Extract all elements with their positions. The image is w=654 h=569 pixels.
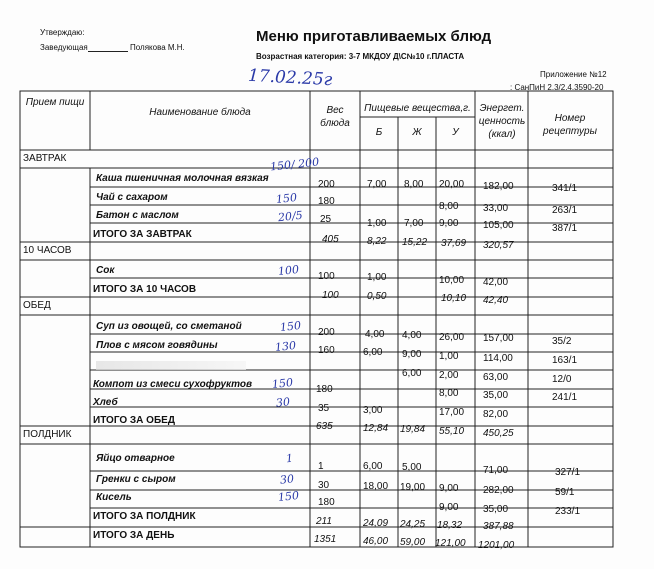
dish-u: 1,00 <box>439 351 459 362</box>
header-energy: Энергет. ценность (ккал) <box>478 103 526 140</box>
dish-u: 26,00 <box>439 332 465 343</box>
dish-name: Хлеб <box>93 397 118 408</box>
dish-weight: 180 <box>318 196 335 207</box>
dish-weight: 200 <box>318 327 335 338</box>
dish-kcal: 33,00 <box>483 203 509 214</box>
dish-u: 20,00 <box>439 179 465 190</box>
total-kcal: 387,88 <box>483 521 514 532</box>
section-ten: 10 ЧАСОВ <box>23 245 72 256</box>
obscured-dish-name <box>96 361 246 370</box>
handwritten-date: 17.02.25г <box>247 65 333 91</box>
total-label: ИТОГО ЗА ОБЕД <box>93 415 175 426</box>
header-recipe: Номер рецептуры <box>543 113 597 137</box>
dish-weight: 30 <box>318 480 330 491</box>
total-label: ИТОГО ЗА 10 ЧАСОВ <box>93 284 197 295</box>
total-zh: 24,25 <box>400 519 426 530</box>
dish-weight: 100 <box>318 271 335 282</box>
dish-u: 8,00 <box>439 201 459 212</box>
day-total-weight: 1351 <box>314 534 337 545</box>
dish-name: Каша пшеничная молочная вязкая <box>96 173 269 184</box>
dish-u: 9,00 <box>439 502 459 513</box>
handwritten-portion: 1 <box>285 451 294 466</box>
dish-recipe: 341/1 <box>552 183 578 194</box>
total-kcal: 320,57 <box>483 240 514 251</box>
header-dish: Наименование блюда <box>149 107 251 118</box>
total-u: 37,69 <box>441 238 467 249</box>
dish-weight: 180 <box>318 497 335 508</box>
page-title: Меню приготавливаемых блюд <box>256 28 492 45</box>
header-u: У <box>452 127 459 138</box>
dish-name: Компот из смеси сухофруктов <box>93 379 253 390</box>
dish-kcal: 105,00 <box>483 220 514 231</box>
approval-label: Утверждаю: <box>40 28 85 37</box>
dish-recipe: 263/1 <box>552 205 578 216</box>
total-u: 18,32 <box>437 520 463 531</box>
dish-zh: 4,00 <box>402 330 422 341</box>
dish-zh: 7,00 <box>404 218 424 229</box>
dish-b: 1,00 <box>367 272 387 283</box>
total-kcal: 450,25 <box>483 428 514 439</box>
dish-zh: 19,00 <box>400 482 426 493</box>
dish-u: 17,00 <box>439 407 465 418</box>
dish-recipe: 59/1 <box>555 487 575 498</box>
header-meal: Прием пищи <box>25 97 85 108</box>
dish-b: 6,00 <box>363 347 383 358</box>
dish-name: Плов с мясом говядины <box>96 340 218 351</box>
handwritten-portion: 20/5 <box>277 208 304 225</box>
head-name: Полякова М.Н. <box>130 43 185 52</box>
dish-kcal: 71,00 <box>483 465 509 476</box>
section-snack: ПОЛДНИК <box>23 429 72 440</box>
handwritten-portion: 100 <box>277 262 300 279</box>
dish-weight: 1 <box>318 461 324 472</box>
dish-name: Гренки с сыром <box>96 474 176 485</box>
dish-recipe: 327/1 <box>555 467 581 478</box>
dish-name: Сок <box>96 265 115 276</box>
total-zh: 19,84 <box>400 424 426 435</box>
dish-zh: 8,00 <box>404 179 424 190</box>
section-breakfast: ЗАВТРАК <box>23 153 67 164</box>
day-total-b: 46,00 <box>363 536 389 547</box>
sanpin-label: : СанПиН 2.3/2.4.3590-20 <box>510 83 604 92</box>
dish-b: 7,00 <box>367 179 387 190</box>
dish-u: 8,00 <box>439 388 459 399</box>
day-total-zh: 59,00 <box>400 537 426 548</box>
dish-kcal: 182,00 <box>483 181 514 192</box>
dish-recipe: 233/1 <box>555 506 581 517</box>
dish-recipe: 387/1 <box>552 223 578 234</box>
handwritten-portion: 150 <box>279 318 302 335</box>
total-weight: 635 <box>316 421 333 432</box>
dish-u: 9,00 <box>439 483 459 494</box>
dish-u: 9,00 <box>439 218 459 229</box>
total-label: ИТОГО ЗА ЗАВТРАК <box>93 229 192 240</box>
dish-kcal: 114,00 <box>483 353 513 364</box>
head-position: Заведующая <box>40 43 88 52</box>
total-kcal: 42,40 <box>483 295 509 306</box>
dish-zh: 6,00 <box>402 368 422 379</box>
total-weight: 100 <box>322 290 339 301</box>
handwritten-portion: 30 <box>279 472 295 487</box>
header-nutrients: Пищевые вещества,г. <box>364 103 471 114</box>
dish-weight: 160 <box>318 345 335 356</box>
section-lunch: ОБЕД <box>23 300 51 311</box>
header-b: Б <box>375 127 383 138</box>
dish-b: 6,00 <box>363 461 383 472</box>
dish-b: 18,00 <box>363 481 389 492</box>
handwritten-portion: 150/ 200 <box>269 155 320 174</box>
dish-name: Суп из овощей, со сметаной <box>96 321 242 332</box>
header-zh: Ж <box>412 127 422 138</box>
dish-name: Кисель <box>96 492 132 503</box>
dish-zh: 9,00 <box>402 349 422 360</box>
total-weight: 405 <box>322 234 339 245</box>
dish-recipe: 12/0 <box>552 374 572 385</box>
dish-zh: 5,00 <box>402 462 422 473</box>
handwritten-portion: 150 <box>275 190 298 207</box>
dish-kcal: 63,00 <box>483 372 509 383</box>
handwritten-portion: 150 <box>277 488 300 505</box>
total-u: 55,10 <box>439 426 465 437</box>
dish-kcal: 157,00 <box>483 333 514 344</box>
appendix-label: Приложение №12 <box>540 70 607 79</box>
total-b: 12,84 <box>363 423 389 434</box>
dish-name: Яйцо отварное <box>96 453 175 464</box>
total-b: 0,50 <box>367 291 387 302</box>
dish-recipe: 241/1 <box>552 392 578 403</box>
dish-u: 2,00 <box>439 370 459 381</box>
dish-kcal: 42,00 <box>483 277 509 288</box>
dish-kcal: 282,00 <box>483 485 514 496</box>
dish-kcal: 35,00 <box>483 390 509 401</box>
handwritten-portion: 30 <box>275 395 291 410</box>
page-subtitle: Возрастная категория: 3-7 МКДОУ Д\С№10 г.ПЛАСТА <box>256 52 465 61</box>
header-weight: Вес блюда <box>320 105 350 129</box>
dish-kcal: 82,00 <box>483 409 509 420</box>
dish-u: 10,00 <box>439 275 465 286</box>
dish-recipe: 35/2 <box>552 336 572 347</box>
dish-b: 1,00 <box>367 218 387 229</box>
total-b: 8,22 <box>367 236 387 247</box>
day-total-kcal: 1201,00 <box>478 540 515 551</box>
total-u: 10,10 <box>441 293 467 304</box>
dish-weight: 25 <box>320 214 332 225</box>
dish-recipe: 163/1 <box>552 355 578 366</box>
dish-name: Батон с маслом <box>96 210 179 221</box>
total-zh: 15,22 <box>402 237 428 248</box>
dish-weight: 200 <box>318 179 335 190</box>
dish-weight: 35 <box>318 403 330 414</box>
dish-b: 4,00 <box>365 329 385 340</box>
dish-name: Чай с сахаром <box>96 192 168 203</box>
day-total-label: ИТОГО ЗА ДЕНЬ <box>93 530 175 541</box>
total-weight: 211 <box>316 516 332 527</box>
dish-kcal: 35,00 <box>483 504 509 515</box>
total-label: ИТОГО ЗА ПОЛДНИК <box>93 511 196 522</box>
handwritten-portion: 130 <box>274 338 297 355</box>
handwritten-portion: 150 <box>271 375 294 392</box>
total-b: 24,09 <box>363 518 389 529</box>
day-total-u: 121,00 <box>435 538 466 549</box>
dish-weight: 180 <box>316 384 333 395</box>
dish-b: 3,00 <box>363 405 383 416</box>
